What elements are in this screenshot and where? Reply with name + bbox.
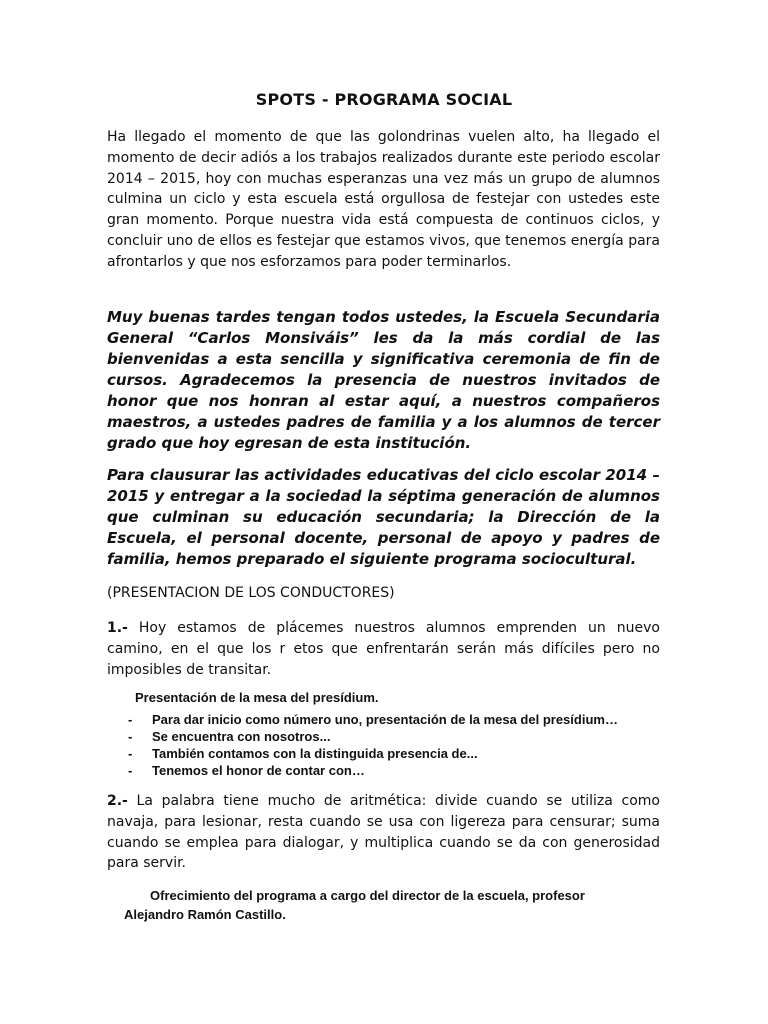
list-item [128, 762, 618, 779]
dash-bullet-icon: - [128, 712, 133, 727]
ofrecimiento-paragraph [107, 886, 660, 924]
welcome-paragraph: Muy buenas tardes tengan todos ustedes, la Escuela Secundaria General “Carlos Monsiváis” les da la más cordial de las bienvenidas a esta sencilla y significativa ceremonia de fin de cursos. Agradecemos la presencia de nuestros invitados de honor que nos honran al estar aquí, a nuestros compañeros maestros, a ustedes padres de familia y a los alumnos de tercer grado que hoy egresan de esta institución. [107, 308, 660, 452]
list-item-text: Tenemos el honor de contar con… [152, 763, 365, 778]
spot-2 [107, 791, 660, 874]
presidium-list [128, 711, 618, 779]
dash-bullet-icon: - [128, 763, 133, 778]
spot-1-text: Hoy estamos de plácemes nuestros alumnos emprenden un nuevo camino, en el que los r etos que enfrentarán serán más difíciles pero no imposibles de transitar. [107, 620, 660, 678]
spot-2-text: La palabra tiene mucho de aritmética: divide cuando se utiliza como navaja, para lesionar, resta cuando se usa con ligereza para censurar; suma cuando se emplea para dialogar, y multiplica cuando se da con generosidad para servir. [107, 793, 660, 872]
list-item [128, 728, 618, 745]
list-item [128, 745, 618, 762]
spot-1-number: 1.- [107, 620, 128, 636]
document-title: SPOTS - PROGRAMA SOCIAL [255, 90, 513, 109]
list-item-text: Se encuentra con nosotros... [152, 729, 331, 744]
dash-bullet-icon: - [128, 746, 133, 761]
dash-bullet-icon: - [128, 729, 133, 744]
list-item [128, 711, 618, 728]
presidium-title: Presentación de la mesa del presídium. [135, 690, 379, 705]
list-item-text: Para dar inicio como número uno, presentación de la mesa del presídium… [152, 712, 618, 727]
ofrecimiento-line-1: Ofrecimiento del programa a cargo del director de la escuela, profesor [150, 888, 585, 903]
closing-paragraph: Para clausurar las actividades educativas del ciclo escolar 2014 – 2015 y entregar a la sociedad la séptima generación de alumnos que culminan su educación secundaria; la Dirección de la Escuela, el personal docente, personal de apoyo y padres de familia, hemos preparado el siguiente programa sociocultural. [107, 466, 660, 568]
spot-1 [107, 618, 660, 680]
intro-paragraph: Ha llegado el momento de que las golondrinas vuelen alto, ha llegado el momento de decir adiós a los trabajos realizados durante este periodo escolar 2014 – 2015, hoy con muchas esperanzas una vez más un grupo de alumnos culmina un ciclo y esta escuela está orgullosa de festejar con ustedes este gran momento. Porque nuestra vida está compuesta de continuos ciclos, y concluir uno de ellos es festejar que estamos vivos, que tenemos energía para afrontarlos y que nos esforzamos para poder terminarlos. [107, 129, 660, 270]
conductores-heading: (PRESENTACION DE LOS CONDUCTORES) [107, 585, 395, 601]
list-item-text: También contamos con la distinguida presencia de... [152, 746, 478, 761]
spot-2-number: 2.- [107, 793, 128, 809]
ofrecimiento-line-2: Alejandro Ramón Castillo. [124, 907, 286, 922]
